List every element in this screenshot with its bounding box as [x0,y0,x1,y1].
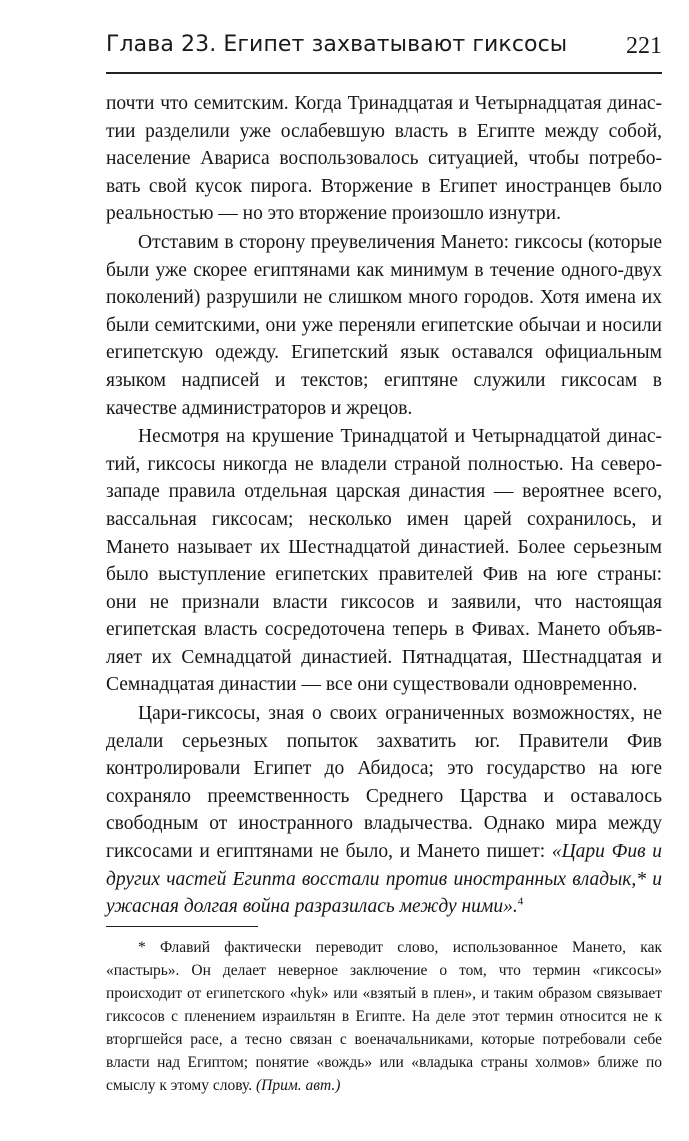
paragraph-4 [106,700,662,921]
page-number: 221 [626,33,662,59]
footnote-credit: (Прим. авт.) [255,1077,341,1094]
footnote-text: * Флавий фактически переводит слово, использованное Мането, как «пастырь». Он делает неверное заключение о том, что термин «гиксосы» происходит от египетского «hyk» или «взятый в плен», и таким образом связывает гиксосов с пленением израильтян в Египте. На деле этот термин относится не к вторгшейся расе, а тесно связан с военачальниками, которые потребовали себе власти над Египтом; понятие «вождь» или «владыка страны холмов» ближе по смыслу к этому слову. [106,939,662,1094]
main-text [106,90,662,921]
note-reference: 4 [517,895,524,908]
footnote [106,936,662,1097]
paragraph-2: Отставим в сторону преувеличения Мането: гиксосы (которые были уже скорее египтянами как минимум в течение одного-двух поколений) разрушили не слишком много городов. Хотя имена их были семитскими, они уже переняли египетские обычаи и носили египетскую одежду. Египетский язык оставался официальным языком надписей и текстов; египтяне служили гиксосам в качестве администраторов и жрецов. [106,231,662,419]
running-header [106,28,662,68]
footnote-rule [106,926,258,927]
paragraph-1: почти что семитским. Когда Тринадцатая и Четырнадцатая династии разделили уже ослабевшую власть в Египте между собой, население Авариса воспользовалось ситуацией, чтобы потребовать свой кусок пирога. Вторжение в Египет иностранцев было реальностью — но это вторжение произошло изнутри. [106,93,662,225]
footnote-paragraph [106,936,662,1097]
header-rule [106,72,662,74]
chapter-title: Глава 23. Египет захватывают гиксосы [106,32,568,57]
manetho-quote: «Цари Фив и других частей Египта восстали против иностранных владык,* и ужасная долгая война разразилась между ними». [106,841,662,918]
paragraph-4-text: Цари-гиксосы, зная о своих ограниченных возможностях, не делали серьезных попыток захватить юг. Правители Фив контролировали Египет до Абидоса; это государство на юге сохраняло преемственность Среднего Царства и оставалось свободным от иностранного владычества. Однако мира между гиксосами и египтянами не было, и Мането пишет: [106,703,662,863]
paragraph-3: Несмотря на крушение Тринадцатой и Четырнадцатой династий, гиксосы никогда не владели страной полностью. На северо-западе правила отдельная царская династия — вероятнее всего, вассальная гиксосам; несколько имен царей сохранилось, и Мането называет их Шестнадцатой династией. Более серьезным было выступление египетских правителей Фив на юге страны: они не признали власти гиксосов и заявили, что настоящая египетская власть сосредоточена теперь в Фивах. Мането объявляет их Семнадцатой династией. Пятнадцатая, Шестнадцатая и Семнадцатая династии — все они существовали одновременно. [106,426,662,696]
